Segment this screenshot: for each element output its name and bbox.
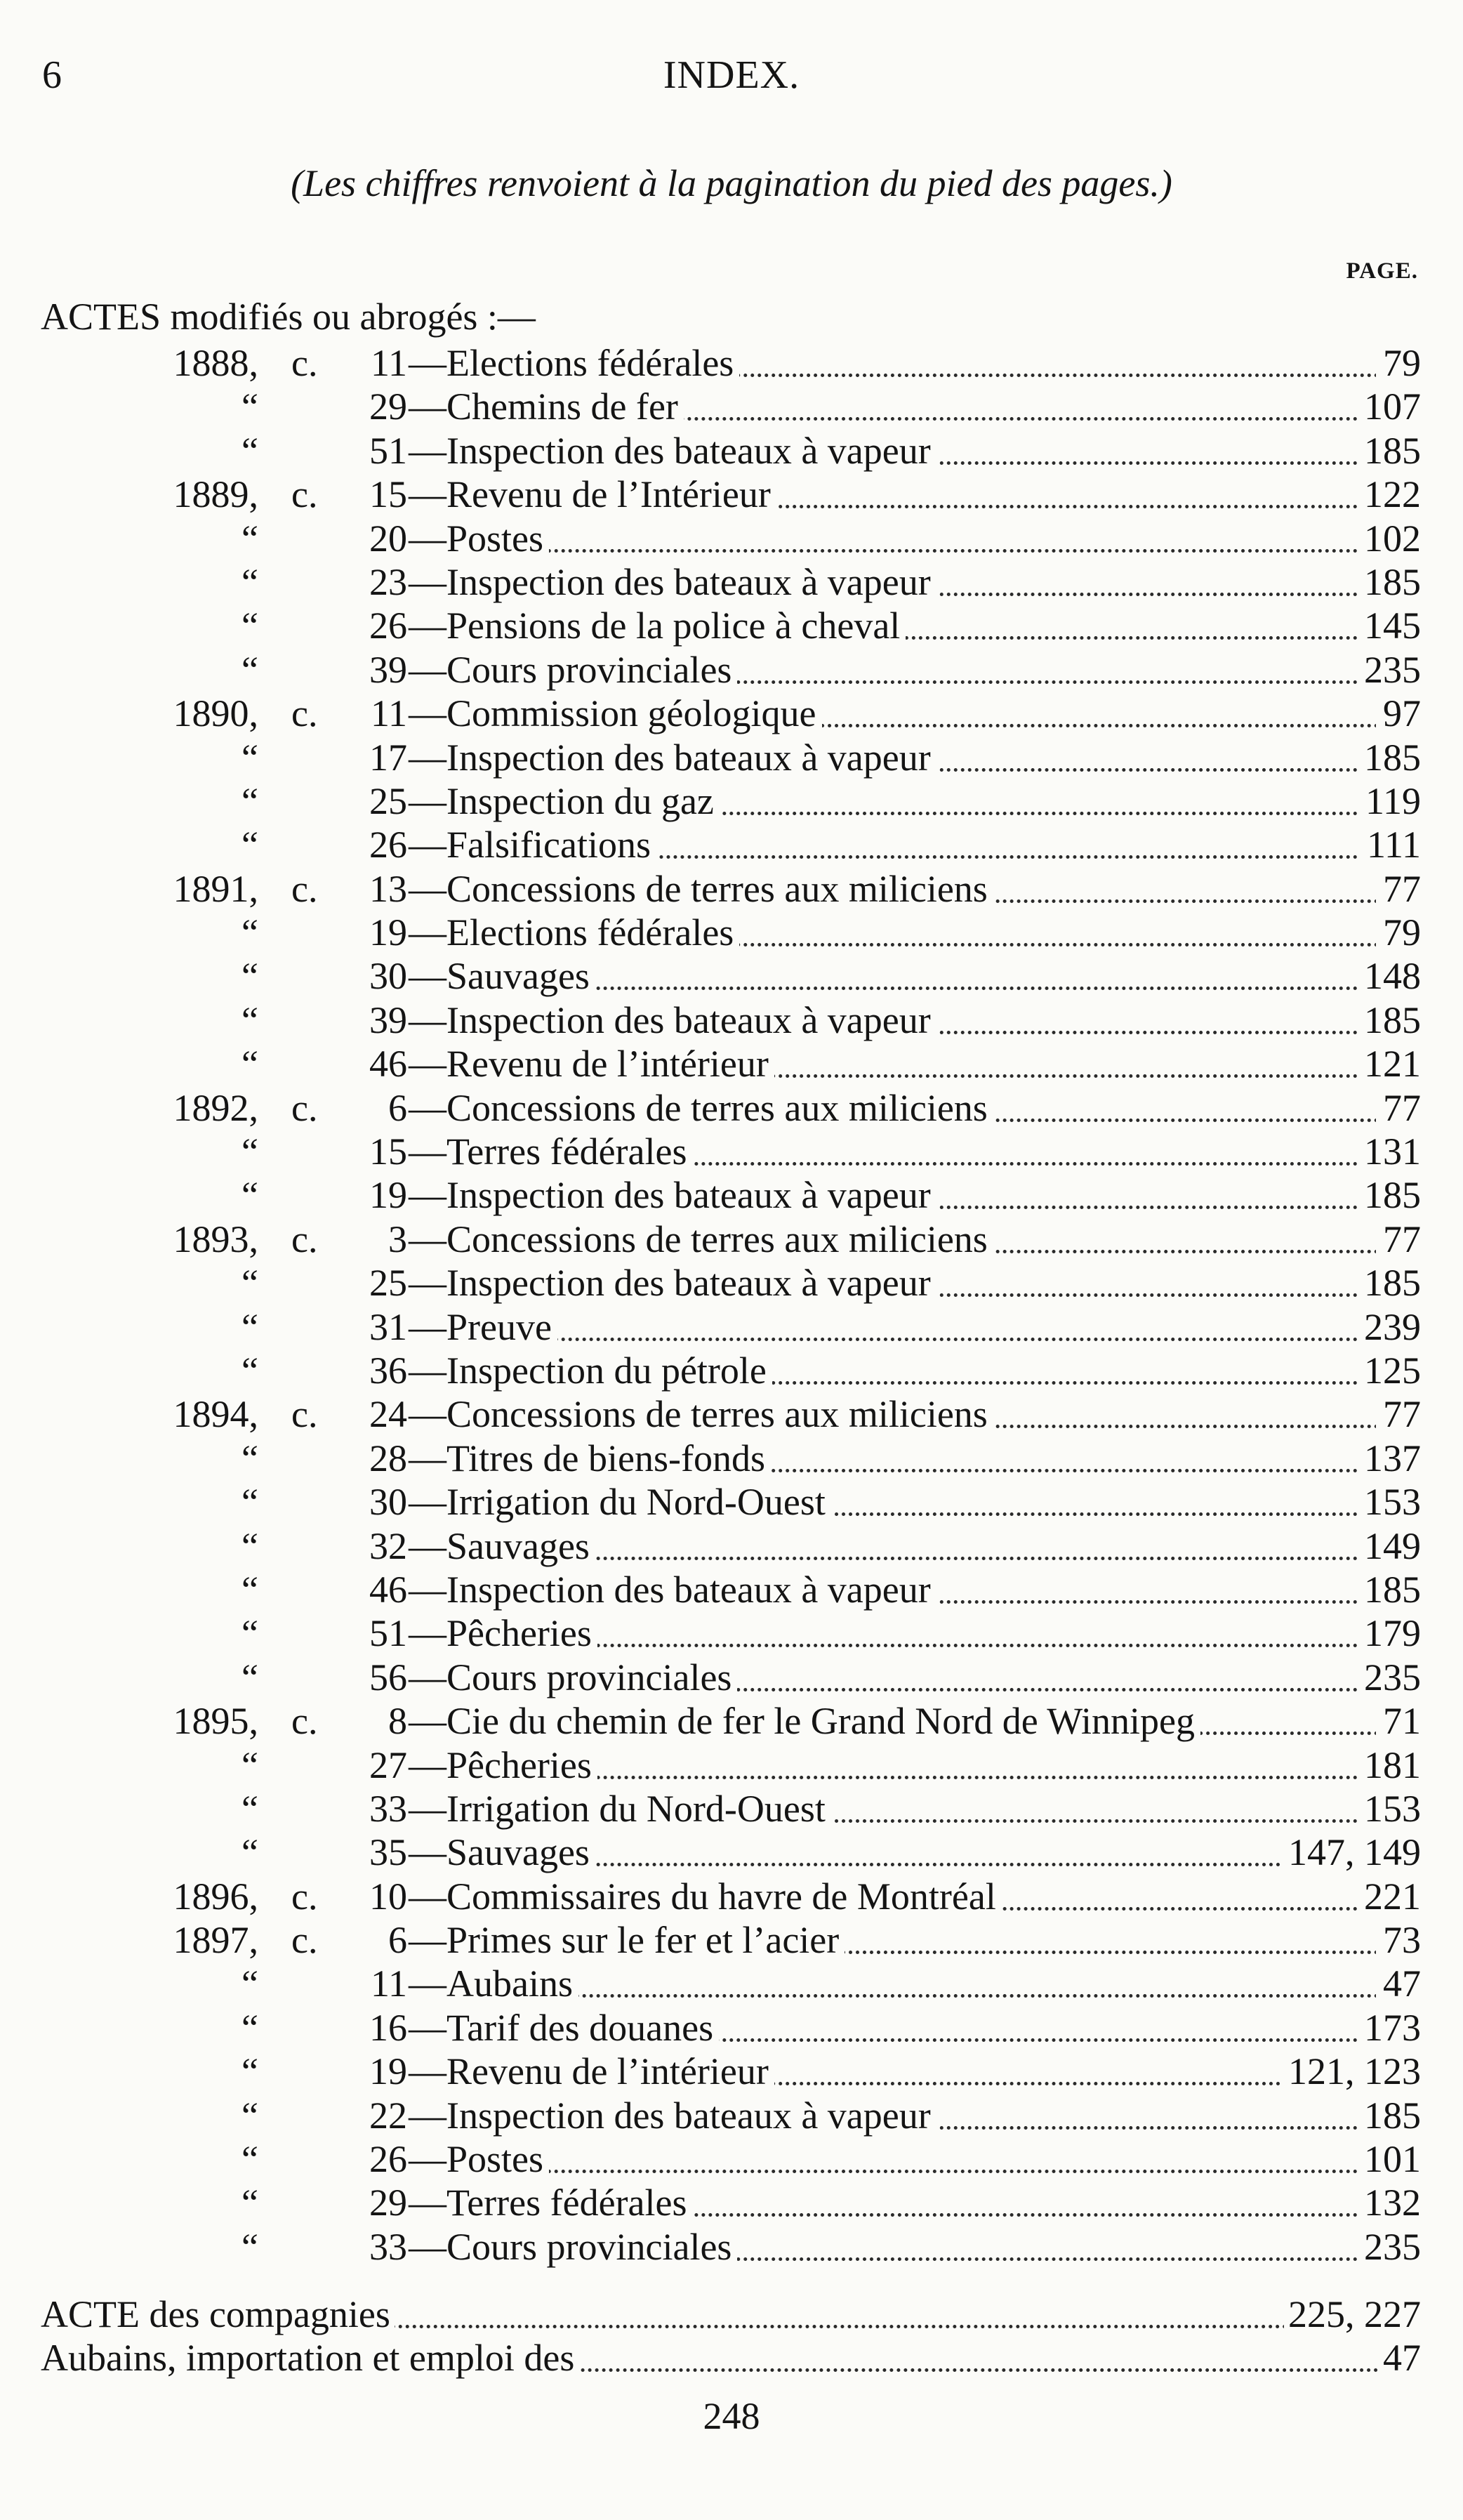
entry-year: “ [241,2225,258,2268]
entry-chapter-number: 6 [388,1919,407,1962]
entry-page: 132 [1357,2181,1421,2224]
entry-title: —Concessions de terres aux miliciens [409,1392,993,1436]
entry-chapter-abbrev: c. [291,473,318,516]
entry-title: —Commissaires du havre de Montréal [409,1875,1002,1918]
entry-chapter-number: 22 [369,2094,407,2137]
entry-title: —Terres fédérales [409,1130,692,1173]
entry-chapter-number: 30 [369,1481,407,1524]
entry-page: 185 [1357,1568,1421,1611]
entry-page: 101 [1357,2137,1421,2181]
entry-chapter-number: 25 [369,1262,407,1305]
entry-year: “ [241,429,258,472]
entry-title: —Terres fédérales [409,2181,692,2224]
entry-page: 79 [1376,341,1421,385]
entry-title: —Concessions de terres aux miliciens [409,1218,993,1261]
entry-page: 185 [1357,560,1421,604]
entry-year: 1895, [173,1700,258,1743]
entry-title: —Cours provinciales [409,2225,737,2269]
entry-year: “ [241,1962,258,2005]
footer-page-number: 248 [703,2395,760,2437]
entry-chapter-number: 11 [371,1962,407,2005]
entry-chapter-number: 26 [369,2138,407,2181]
dot-leader [449,1951,1421,1998]
entry-year: “ [241,1043,258,1086]
entry-year: 1893, [173,1218,258,1260]
entry-page: 235 [1357,2225,1421,2269]
entry-chapter-number: 13 [369,867,407,910]
entry-chapter-number: 30 [369,955,407,998]
entry-chapter-number: 46 [369,1568,407,1611]
entry-page: 149 [1357,1524,1421,1568]
entry-chapter-number: 26 [369,605,407,647]
entry-chapter-number: 8 [388,1700,407,1743]
entry-title: —Revenu de l’intérieur [409,2050,774,2093]
entry-page: 79 [1376,911,1421,954]
entry-chapter-number: 51 [369,1612,407,1655]
entry-chapter-number: 32 [369,1524,407,1567]
entry-title: —Pêcheries [409,1611,597,1655]
entry-title: —Sauvages [409,1524,595,1568]
entry-page: 185 [1357,998,1421,1042]
entry-chapter-number: 25 [369,779,407,822]
entry-year: 1890, [173,692,258,735]
entry-year: “ [241,1437,258,1479]
entry-year: “ [241,1787,258,1830]
entry-title: —Sauvages [409,1830,595,1874]
entry-title: —Titres de biens-fonds [409,1437,771,1480]
entry-year: “ [241,385,258,428]
entry-year: “ [241,517,258,560]
section-heading: ACTES modifiés ou abrogés :— [41,296,536,338]
entry-page: 77 [1376,1392,1421,1436]
entry-year: “ [241,2182,258,2224]
bottom-entry-list [0,2293,1463,2380]
entry-year: “ [241,824,258,866]
entry-chapter-number: 16 [369,2006,407,2049]
entry-title: —Inspection des bateaux à vapeur [409,736,936,779]
entry-title: —Irrigation du Nord-Ouest [409,1787,831,1830]
entry-year: 1889, [173,473,258,516]
entry-chapter-number: 3 [388,1218,407,1260]
entry-title: —Revenu de l’intérieur [409,1042,774,1086]
entry-title: —Pêcheries [409,1743,597,1787]
bottom-entry-page: 225, 227 [1284,2293,1421,2336]
entry-page: 148 [1357,954,1421,998]
entry-page: 239 [1357,1305,1421,1349]
entry-year: “ [241,1262,258,1305]
entry-year: “ [241,1174,258,1217]
entry-year: “ [241,2138,258,2181]
entry-page: 185 [1357,1261,1421,1305]
entry-year: “ [241,2094,258,2137]
entry-year: 1897, [173,1919,258,1962]
entry-title: —Inspection du pétrole [409,1349,772,1392]
entry-chapter-abbrev: c. [291,1393,318,1436]
entry-year: 1888, [173,342,258,384]
entry-chapter-number: 31 [369,1305,407,1348]
entry-title: —Elections fédérales [409,911,739,954]
entry-page: 122 [1357,473,1421,516]
entry-chapter-abbrev: c. [291,1919,318,1962]
entry-chapter-number: 51 [369,429,407,472]
entry-page: 181 [1357,1743,1421,1787]
entry-page: 145 [1357,604,1421,647]
entry-page: 121 [1357,1042,1421,1086]
entry-title: —Cours provinciales [409,1656,737,1699]
entry-year: “ [241,998,258,1041]
entry-chapter-abbrev: c. [291,867,318,910]
entry-page: 71 [1376,1699,1421,1743]
entry-page: 153 [1357,1787,1421,1830]
entry-page: 185 [1357,736,1421,779]
page-header [42,53,1421,109]
bottom-entry-page: 47 [1379,2336,1421,2380]
entry-chapter-number: 33 [369,2225,407,2268]
entry-title: —Irrigation du Nord-Ouest [409,1480,831,1524]
entry-page: 107 [1357,385,1421,428]
entry-chapter-number: 39 [369,998,407,1041]
entry-page: 111 [1360,823,1421,866]
entry-year: “ [241,955,258,998]
pagination-note: (Les chiffres renvoient à la pagination du pied des pages.) [291,162,1172,204]
entry-chapter-number: 15 [369,1130,407,1173]
entry-year: “ [241,1656,258,1698]
entry-year: “ [241,1305,258,1348]
entry-year: “ [241,1568,258,1611]
entry-title: —Revenu de l’Intérieur [409,473,776,516]
entry-page: 173 [1357,2006,1421,2050]
header-page-number: 6 [42,53,62,97]
entry-chapter-number: 19 [369,1174,407,1217]
entry-chapter-number: 36 [369,1349,407,1392]
entry-chapter-abbrev: c. [291,342,318,384]
entry-title: —Cours provinciales [409,648,737,692]
page-column-label: PAGE. [1346,258,1418,284]
entry-chapter-abbrev: c. [291,1218,318,1260]
entry-chapter-number: 20 [369,517,407,560]
entry-chapter-number: 23 [369,560,407,603]
entry-chapter-abbrev: c. [291,692,318,735]
dot-leader [449,506,1421,553]
dot-leader [449,1294,1421,1341]
entry-chapter-number: 10 [369,1875,407,1918]
entry-title: —Concessions de terres aux miliciens [409,867,993,911]
index-entry-list [0,341,1463,2269]
entry-chapter-number: 33 [369,1787,407,1830]
entry-page: 235 [1357,648,1421,692]
entry-title: —Chemins de fer [409,385,684,428]
entry-year: “ [241,1743,258,1786]
index-entry [0,2225,1463,2269]
entry-page: 185 [1357,429,1421,473]
entry-title: —Inspection des bateaux à vapeur [409,560,936,604]
entry-chapter-number: 17 [369,736,407,779]
entry-title: —Inspection des bateaux à vapeur [409,2094,936,2137]
entry-year: 1894, [173,1393,258,1436]
entry-title: —Inspection du gaz [409,779,720,823]
entry-year: “ [241,648,258,691]
entry-page: 97 [1376,692,1421,735]
entry-title: —Inspection des bateaux à vapeur [409,1173,936,1217]
dot-leader [449,2126,1421,2173]
entry-page: 147, 149 [1281,1830,1421,1874]
entry-title: —Commission géologique [409,692,822,735]
entry-year: “ [241,1524,258,1567]
entry-year: “ [241,2050,258,2093]
entry-chapter-number: 11 [371,692,407,735]
entry-title: —Inspection des bateaux à vapeur [409,429,936,473]
entry-chapter-number: 39 [369,648,407,691]
entry-chapter-number: 6 [388,1086,407,1129]
entry-page: 77 [1376,867,1421,911]
entry-chapter-number: 19 [369,2050,407,2093]
entry-title: —Postes [409,517,549,560]
entry-chapter-number: 24 [369,1393,407,1436]
entry-page: 153 [1357,1480,1421,1524]
entry-year: 1891, [173,867,258,910]
entry-chapter-number: 56 [369,1656,407,1698]
entry-chapter-number: 35 [369,1831,407,1874]
running-title: INDEX. [663,53,800,97]
entry-year: “ [241,2006,258,2049]
entry-title: —Tarif des douanes [409,2006,719,2050]
entry-title: —Inspection des bateaux à vapeur [409,1261,936,1305]
entry-year: “ [241,779,258,822]
entry-page: 47 [1376,1962,1421,2005]
entry-title: —Falsifications [409,823,656,866]
entry-year: “ [241,560,258,603]
bottom-entry-label: Aubains, importation et emploi des [41,2336,578,2380]
entry-chapter-number: 19 [369,911,407,954]
entry-year: 1896, [173,1875,258,1918]
entry-title: —Elections fédérales [409,341,739,385]
entry-page: 179 [1357,1611,1421,1655]
entry-chapter-number: 29 [369,385,407,428]
entry-page: 73 [1376,1918,1421,1962]
entry-year: “ [241,1612,258,1655]
entry-chapter-number: 27 [369,1743,407,1786]
entry-chapter-number: 29 [369,2182,407,2224]
entry-chapter-number: 26 [369,824,407,866]
entry-title: —Inspection des bateaux à vapeur [409,998,936,1042]
entry-year: “ [241,1481,258,1524]
entry-chapter-abbrev: c. [291,1700,318,1743]
entry-year: “ [241,1831,258,1874]
entry-title: —Cie du chemin de fer le Grand Nord de Winnipeg [409,1699,1200,1743]
entry-page: 185 [1357,1173,1421,1217]
entry-page: 125 [1357,1349,1421,1392]
entry-page: 131 [1357,1130,1421,1173]
entry-title: —Concessions de terres aux miliciens [409,1086,993,1130]
entry-year: 1892, [173,1086,258,1129]
entry-title: —Primes sur le fer et l’acier [409,1918,845,1962]
entry-chapter-number: 15 [369,473,407,516]
entry-title: —Inspection des bateaux à vapeur [409,1568,936,1611]
bottom-entry-label: ACTE des compagnies [41,2293,395,2336]
entry-page: 77 [1376,1086,1421,1130]
entry-year: “ [241,1130,258,1173]
entry-page: 185 [1357,2094,1421,2137]
entry-chapter-number: 28 [369,1437,407,1479]
bottom-entry [0,2336,1463,2380]
entry-page: 235 [1357,1656,1421,1699]
entry-title: —Postes [409,2137,549,2181]
entry-chapter-number: 11 [371,342,407,384]
entry-year: “ [241,1349,258,1392]
entry-page: 102 [1357,517,1421,560]
entry-year: “ [241,605,258,647]
entry-page: 221 [1357,1875,1421,1918]
entry-page: 137 [1357,1437,1421,1480]
entry-year: “ [241,736,258,779]
entry-page: 77 [1376,1218,1421,1261]
entry-chapter-abbrev: c. [291,1875,318,1918]
entry-title: —Preuve [409,1305,557,1349]
entry-year: “ [241,911,258,954]
entry-chapter-abbrev: c. [291,1086,318,1129]
entry-page: 119 [1358,779,1421,823]
entry-page: 121, 123 [1281,2050,1421,2093]
entry-title: —Pensions de la police à cheval [409,604,906,647]
entry-chapter-number: 46 [369,1043,407,1086]
entry-title: —Sauvages [409,954,595,998]
entry-title: —Aubains [409,1962,578,2005]
